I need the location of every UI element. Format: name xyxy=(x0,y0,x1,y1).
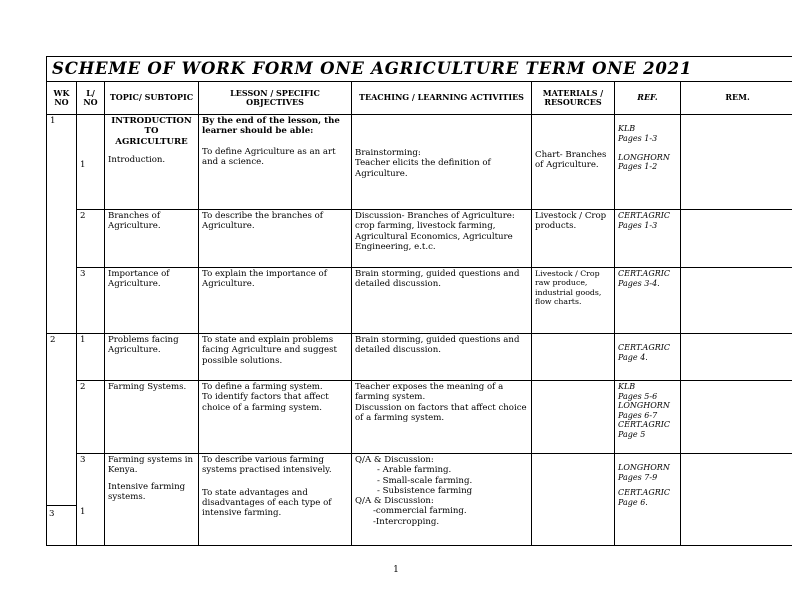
remarks-cell xyxy=(681,334,792,381)
remarks-cell xyxy=(681,454,792,546)
teaching-heading: Q/A & Discussion: xyxy=(355,496,434,507)
teaching-item: -Intercropping. xyxy=(373,516,440,527)
topic-cell: Problems facing Agriculture. xyxy=(105,334,199,381)
teaching-cell: Discussion- Branches of Agriculture: crop farming, livestock farming, Agricultural Economics, Agriculture Engineering, e.t.c. xyxy=(352,210,532,268)
reference-cell: CERT.AGRIC Page 4. xyxy=(618,343,671,362)
week-number: 2 xyxy=(47,334,77,546)
table-row xyxy=(47,381,792,454)
header-teaching: TEACHING / LEARNING ACTIVITIES xyxy=(352,82,532,115)
header-rem: REM. xyxy=(681,82,792,115)
topic-cell: Branches of Agriculture. xyxy=(105,210,199,268)
teaching-cell: Brain storming, guided questions and detailed discussion. xyxy=(352,268,532,334)
topic-cell: Intensive farming systems. xyxy=(108,481,186,502)
topic-cell: Farming systems in Kenya. xyxy=(108,455,194,476)
lesson-cell: To describe various farming systems practised intensively. xyxy=(202,455,332,476)
scheme-table xyxy=(46,56,792,546)
lesson-cell: To state and explain problems facing Agriculture and suggest possible solutions. xyxy=(199,334,352,381)
reference-cell: LONGHORN Pages 7-9 xyxy=(618,463,670,482)
page-number: 1 xyxy=(393,565,399,575)
week-number: 1 xyxy=(47,115,77,334)
lesson-cell: To state advantages and disadvantages of each type of intensive farming. xyxy=(202,487,332,519)
materials-cell xyxy=(532,454,615,546)
remarks-cell xyxy=(681,115,792,210)
remarks-cell xyxy=(681,268,792,334)
reference-cell: KLB Pages 1-3 LONGHORN Pages 1-2 xyxy=(618,124,670,171)
materials-cell xyxy=(532,334,615,381)
table-row xyxy=(47,334,792,381)
table-row xyxy=(47,454,792,546)
lesson-number: 3 xyxy=(80,455,86,465)
lesson-cell: To define a farming system. To identify factors that affect choice of a farming system. xyxy=(199,381,352,454)
remarks-cell xyxy=(681,210,792,268)
lesson-number: 1 xyxy=(80,507,86,518)
reference-cell: KLB Pages 5-6 LONGHORN Pages 6-7 CERT.AGRIC Page 5 xyxy=(615,381,681,454)
week-number: 3 xyxy=(49,509,55,519)
reference-cell: CERT.AGRIC Page 6. xyxy=(618,488,671,507)
teaching-heading: Q/A & Discussion: xyxy=(355,455,434,465)
materials-cell: Chart- Branches of Agriculture. xyxy=(535,150,607,171)
topic-cell: Introduction. xyxy=(108,154,166,165)
table-row xyxy=(47,115,792,210)
topic-heading: INTRODUCTION TO AGRICULTURE xyxy=(111,116,192,147)
lesson-heading: By the end of the lesson, the learner should be able: xyxy=(202,116,340,137)
table-row xyxy=(47,210,792,268)
topic-cell: Importance of Agriculture. xyxy=(105,268,199,334)
lesson-number: 2 xyxy=(77,210,105,268)
teaching-cell: Teacher exposes the meaning of a farming system. Discussion on factors that affect choice of a farming system. xyxy=(352,381,532,454)
lesson-number: 1 xyxy=(80,160,86,170)
remarks-cell xyxy=(681,381,792,454)
header-materials: MATERIALS / RESOURCES xyxy=(532,82,615,115)
materials-cell: Livestock / Crop products. xyxy=(532,210,615,268)
header-lno: L/ NO xyxy=(77,82,105,115)
header-lesson: LESSON / SPECIFIC OBJECTIVES xyxy=(199,82,352,115)
teaching-item: - Subsistence farming xyxy=(377,485,473,496)
header-wk: WK NO xyxy=(47,82,77,115)
teaching-item: - Arable farming. xyxy=(377,465,452,476)
lesson-cell: To describe the branches of Agriculture. xyxy=(199,210,352,268)
lesson-number: 2 xyxy=(77,381,105,454)
lesson-cell: To define Agriculture as an art and a science. xyxy=(202,146,336,167)
lesson-number: 3 xyxy=(77,268,105,334)
materials-cell xyxy=(532,381,615,454)
reference-cell: CERT.AGRIC Pages 1-3 xyxy=(615,210,681,268)
table-row xyxy=(47,268,792,334)
topic-cell: Farming Systems. xyxy=(105,381,199,454)
teaching-cell: Brainstorming: Teacher elicits the definition of Agriculture. xyxy=(355,148,491,179)
page-title: SCHEME OF WORK FORM ONE AGRICULTURE TERM ONE 2021 xyxy=(47,57,792,82)
week-divider xyxy=(46,505,76,506)
header-topic: TOPIC/ SUBTOPIC xyxy=(105,82,199,115)
lesson-cell: To explain the importance of Agriculture. xyxy=(199,268,352,334)
teaching-cell: Brain storming, guided questions and detailed discussion. xyxy=(352,334,532,381)
teaching-item: - Small-scale farming. xyxy=(377,475,473,486)
teaching-item: -commercial farming. xyxy=(373,506,467,517)
header-ref: REF. xyxy=(615,82,681,115)
lesson-number: 1 xyxy=(77,334,105,381)
reference-cell: CERT.AGRIC Pages 3-4. xyxy=(615,268,681,334)
materials-cell: Livestock / Crop raw produce, industrial goods, flow charts. xyxy=(532,268,615,334)
